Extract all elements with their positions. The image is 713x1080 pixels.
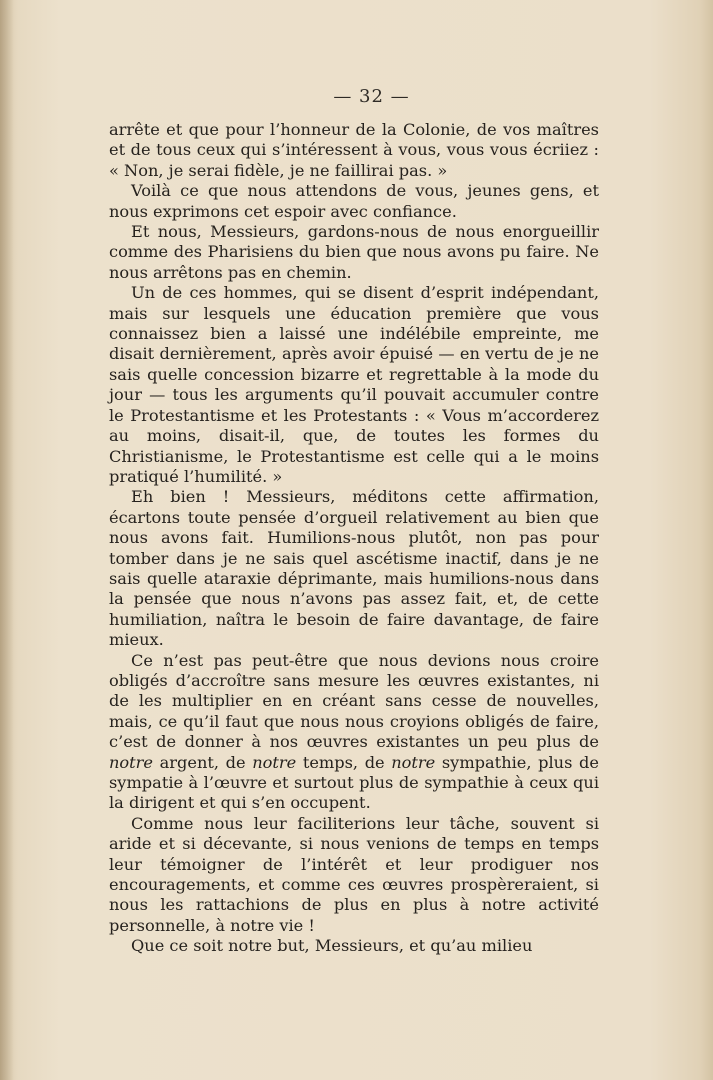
paragraph-6-emphasis-1: notre xyxy=(109,752,153,772)
body-text xyxy=(109,120,599,957)
paragraph-6-part-2: argent, de xyxy=(153,752,253,772)
paragraph-6-part-4: sympathie, plus de sympatie à l’œuvre et surtout plus de sympathie à ceux qui la dirigent et qui s’en occupent. xyxy=(109,752,599,813)
paragraph-4: Un de ces hommes, qui se disent d’esprit indépendant, mais sur lesquels une éducation première que vous connaissez bien a laissé une indélébile empreinte, me disait dernièrement, après avoir épuisé — en vertu de je ne sais quelle concession bizarre et regrettable à la mode du jour — tous les arguments qu’il pouvait accumuler contre le Protestantisme et les Protestants : « Vous m’accorderez au moins, disait-il, que, de toutes les formes du Christianisme, le Protestantisme est celle qui a le moins pratiqué l’humilité. » xyxy=(109,283,599,486)
paragraph-6-emphasis-2: notre xyxy=(252,752,297,772)
paragraph-6-part-3: temps, de xyxy=(296,752,392,772)
page-edge-shadow xyxy=(0,0,14,1080)
paragraph-8: Que ce soit notre but, Messieurs, et qu’au milieu xyxy=(131,936,533,956)
paragraph-6 xyxy=(109,651,599,814)
paragraph-7: Comme nous leur faciliterions leur tâche, souvent si aride et si décevante, si nous venions de temps en temps leur témoigner de l’intérêt et leur prodiguer nos encouragements, et comme ces œuvres prospèreraient, si nous les rattachions de plus en plus à notre activité personnelle, à notre vie ! xyxy=(109,813,599,935)
paragraph-3: Et nous, Messieurs, gardons-nous de nous enorgueillir comme des Pharisiens du bien que nous avons pu faire. Ne nous arrêtons pas en chemin. xyxy=(109,222,599,282)
paragraph-2: Voilà ce que nous attendons de vous, jeunes gens, et nous exprimons cet espoir avec confiance. xyxy=(109,181,599,221)
page-number: — 32 — xyxy=(333,86,410,107)
paragraph-1: arrête et que pour l’honneur de la Colonie, de vos maîtres et de tous ceux qui s’intéressent à vous, vous vous écriiez : « Non, je serai fidèle, je ne faillirai pas. » xyxy=(109,120,599,180)
paragraph-6-emphasis-3: notre xyxy=(391,752,436,772)
paragraph-5: Eh bien ! Messieurs, méditons cette affirmation, écartons toute pensée d’orgueil relativement au bien que nous avons fait. Humilions-nous plutôt, non pas pour tomber dans je ne sais quel ascétisme inactif, dans je ne sais quelle ataraxie déprimante, mais humilions-nous dans la pensée que nous n’avons pas assez fait, et, de cette humiliation, naîtra le besoin de faire davantage, de faire mieux. xyxy=(109,487,599,650)
paragraph-6-part-1: Ce n’est pas peut-être que nous devions nous croire obligés d’accroître sans mesure les œuvres existantes, ni de les multiplier en en créant sans cesse de nouvelles, mais, ce qu’il faut que nous nous croyions obligés de faire, c’est de donner à nos œuvres existantes un peu plus de xyxy=(109,650,599,752)
